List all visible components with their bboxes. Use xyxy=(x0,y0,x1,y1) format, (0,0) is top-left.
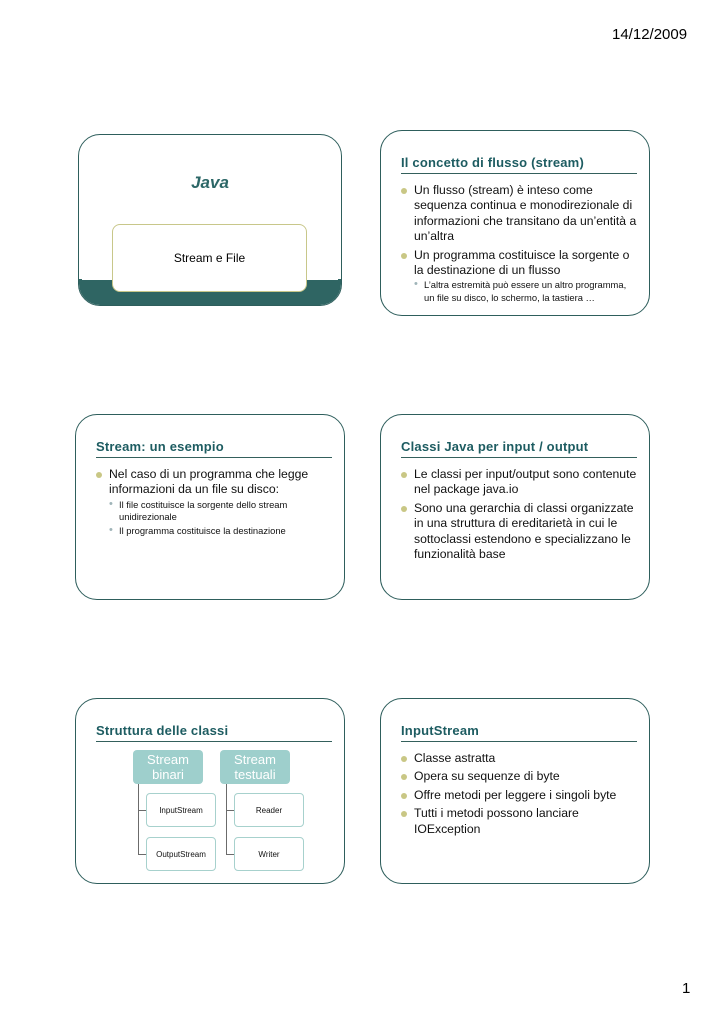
slide-title xyxy=(78,134,342,306)
bullet-item: Tutti i metodi possono lanciare IOException xyxy=(401,806,637,837)
connector-line xyxy=(226,810,234,811)
slide-heading: Struttura delle classi xyxy=(96,723,332,742)
slide-inputstream xyxy=(380,698,650,884)
bullet-item: Un flusso (stream) è inteso come sequenza continua e monodirezionale di informazioni che transitano da un’entità a un’altra xyxy=(401,183,637,245)
bullet-item: Sono una gerarchia di classi organizzate in una struttura di ereditarietà in cui le sottoclassi estendono e specializzano le funzionalità base xyxy=(401,501,637,563)
bullet-item: Offre metodi per leggere i singoli byte xyxy=(401,788,637,803)
presentation-title: Java xyxy=(191,173,229,192)
reader-box: Reader xyxy=(234,793,304,827)
slide-stream-esempio xyxy=(75,414,345,600)
stream-testuali-box: Stream testuali xyxy=(220,750,290,784)
bullet-item: Un programma costituisce la sorgente o la destinazione di un flusso • L’altra estremità può essere un altro programma, un file su disco, lo schermo, la tastiera … xyxy=(401,248,637,305)
writer-box: Writer xyxy=(234,837,304,871)
bullet-item: Le classi per input/output sono contenute nel package java.io xyxy=(401,467,637,498)
bullet-item: Classe astratta xyxy=(401,751,637,766)
connector-line xyxy=(226,784,227,855)
presentation-subtitle: Stream e File xyxy=(173,251,246,265)
sub-bullet-list xyxy=(109,499,332,538)
connector-line xyxy=(138,784,139,855)
stream-binari-box: Stream binari xyxy=(133,750,203,784)
slide-heading: InputStream xyxy=(401,723,637,742)
bullet-list xyxy=(401,751,637,837)
inputstream-box: InputStream xyxy=(146,793,216,827)
bullet-item: Nel caso di un programma che legge informazioni da un file su disco: • Il file costituisce la sorgente dello stream unidirezionale • Il programma costituisce la destinazione xyxy=(96,467,332,538)
sub-bullet-item: • Il programma costituisce la destinazione xyxy=(109,525,332,538)
slide-heading: Il concetto di flusso (stream) xyxy=(401,155,637,174)
sub-bullet-list xyxy=(414,279,637,304)
bullet-list xyxy=(401,467,637,562)
connector-line xyxy=(138,854,146,855)
connector-line xyxy=(226,854,234,855)
connector-line xyxy=(138,810,146,811)
slide-heading: Stream: un esempio xyxy=(96,439,332,458)
presentation-subtitle-box xyxy=(112,224,307,292)
slide-heading: Classi Java per input / output xyxy=(401,439,637,458)
outputstream-box: OutputStream xyxy=(146,837,216,871)
page-number: 1 xyxy=(682,980,691,997)
slide-concetto-flusso xyxy=(380,130,650,316)
sub-bullet-item: • Il file costituisce la sorgente dello stream unidirezionale xyxy=(109,499,332,524)
page-date: 14/12/2009 xyxy=(612,26,688,43)
bullet-list xyxy=(401,183,637,305)
slide-struttura-classi xyxy=(75,698,345,884)
slide-classi-java-io xyxy=(380,414,650,600)
sub-bullet-item: • L’altra estremità può essere un altro programma, un file su disco, lo schermo, la tastiera … xyxy=(414,279,637,304)
bullet-item: Opera su sequenze di byte xyxy=(401,769,637,784)
bullet-list xyxy=(96,467,332,538)
